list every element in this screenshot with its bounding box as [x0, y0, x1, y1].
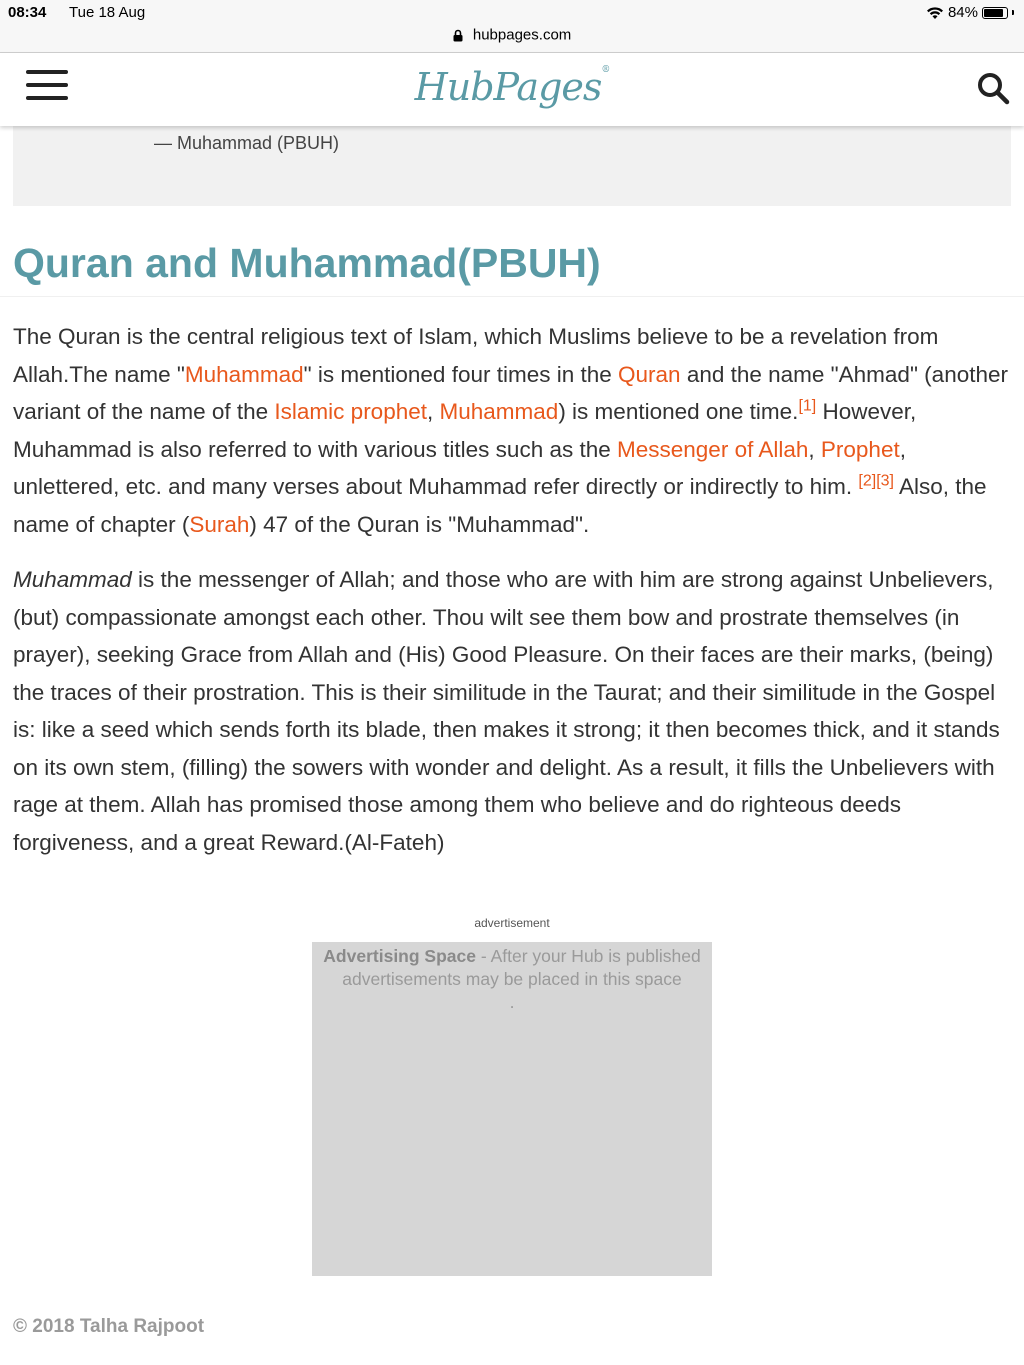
battery-icon: [982, 7, 1008, 19]
search-icon[interactable]: [976, 71, 1010, 105]
quote-attribution: — Muhammad (PBUH): [154, 133, 340, 153]
reference-3[interactable]: [3]: [876, 472, 894, 490]
hubpages-logo[interactable]: [0, 65, 1024, 109]
link-quran[interactable]: Quran: [618, 361, 681, 387]
link-muhammad-2[interactable]: Muhammad: [439, 399, 559, 424]
ad-text: - After your Hub is published advertisements may be placed in this space: [342, 946, 701, 989]
link-messenger-of-allah[interactable]: Messenger of Allah: [617, 436, 809, 462]
site-header: [0, 53, 1024, 126]
text: The Quran is the central religious text of Islam, which Muslims believe to be a revelation from Allah.The name ": [13, 324, 939, 387]
emphasis: Muhammad: [13, 567, 132, 592]
footer-copyright: © 2018 Talha Rajpoot: [13, 1316, 205, 1337]
wifi-icon: [926, 6, 944, 20]
battery-tip: [1012, 10, 1014, 15]
status-indicators: [926, 4, 1014, 21]
text: , unlettered, etc. and many verses about Muhammad refer directly or indirectly to him.: [13, 436, 906, 499]
address-bar[interactable]: [0, 26, 1024, 53]
quote-box: [13, 126, 1011, 206]
reference-2[interactable]: [2]: [858, 472, 877, 490]
battery-percent: 84%: [947, 4, 978, 21]
registered-mark: ®: [601, 65, 610, 75]
ad-title: Advertising Space: [323, 946, 476, 966]
status-bar: [0, 0, 1024, 26]
divider: [0, 296, 1024, 297]
text: is the messenger of Allah; and those who are with him are strong against Unbelievers, (but) compassionate amongst each other. Thou wilt see them bow and prostrate themselves (in prayer), seeking Grace from Allah and (His) Good Pleasure. On their faces are their marks, (being) the traces of their prostration. This is their similitude in the Taurat; and their similitude in the Gospel is: like a seed which sends forth its blade, then makes it strong; it then becomes thick, and it stands on its own stem, (filling) the sowers with wonder and delight. As a result, it fills the Unbelievers with rage at them. Allah has promised those among them who believe and do righteous deeds forgiveness, and a great Reward.(Al-Fateh): [13, 567, 1000, 855]
status-date: Tue 18 Aug: [69, 4, 146, 21]
text: However, Muhammad is also referred to with various titles such as the: [13, 399, 917, 462]
paragraph-1: [13, 318, 1011, 543]
text: Also, the name of chapter (: [13, 474, 987, 537]
status-time: 08:34: [8, 4, 47, 21]
link-muhammad[interactable]: Muhammad: [184, 361, 304, 387]
paragraph-2: [13, 561, 1011, 861]
advertisement-label: advertisement: [474, 916, 550, 930]
text: ,: [427, 399, 440, 424]
text: " is mentioned four times in the: [303, 361, 619, 387]
article-body: [13, 318, 1011, 879]
reference-1[interactable]: [1]: [798, 397, 817, 415]
link-islamic-prophet[interactable]: Islamic prophet: [274, 399, 427, 424]
link-prophet[interactable]: Prophet: [820, 436, 900, 462]
advertising-space[interactable]: [312, 942, 712, 1276]
text: ) is mentioned one time.: [558, 399, 799, 424]
link-surah[interactable]: Surah: [189, 511, 250, 537]
lock-icon: [453, 29, 463, 42]
url-text[interactable]: hubpages.com: [472, 26, 572, 44]
section-title: Quran and Muhammad(PBUH): [13, 240, 601, 286]
text: and the name "Ahmad" (another variant of the name of the: [13, 361, 1008, 424]
text: ,: [808, 436, 821, 462]
ad-dot: .: [509, 992, 515, 1012]
logo-text: HubPages: [414, 65, 602, 109]
text: ) 47 of the Quran is "Muhammad".: [249, 511, 590, 537]
